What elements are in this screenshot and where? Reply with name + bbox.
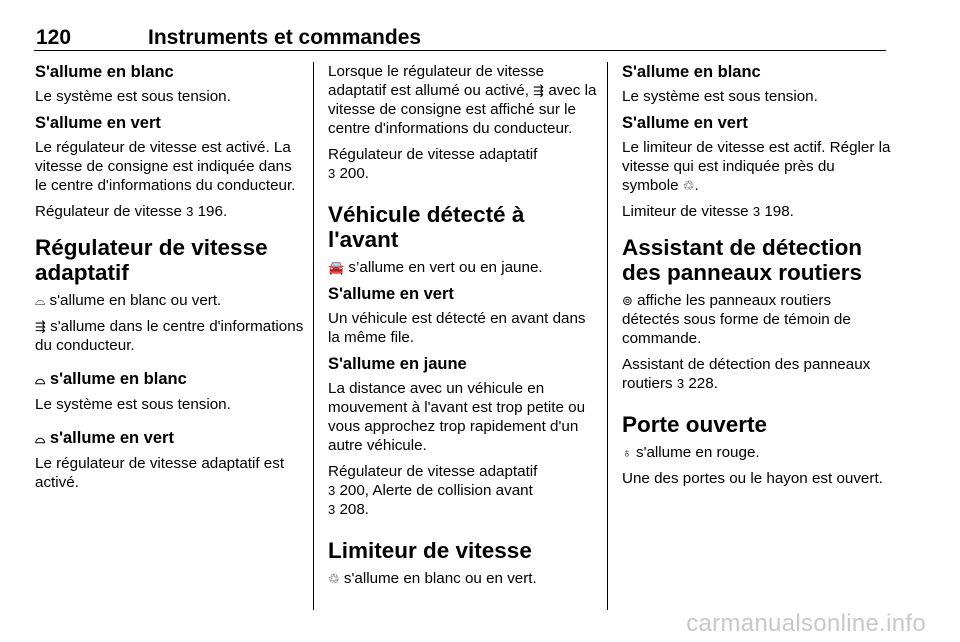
cruise-control-icon: ⌓ — [35, 372, 46, 387]
reference-arrow-icon: 3 — [186, 204, 194, 219]
section-heading-door: Porte ouverte — [622, 412, 768, 437]
reference-arrow-icon: 3 — [328, 502, 336, 517]
watermark: carmanualsonline.info — [686, 610, 926, 637]
reference-arrow-icon: 3 — [328, 166, 336, 181]
cross-reference: Assistant de détection des panneaux routiers 3 228. — [622, 356, 871, 392]
heading-white: S'allume en blanc — [35, 63, 174, 81]
section-heading-limiter: Limiteur de vitesse — [328, 538, 532, 563]
paragraph: 🚘 s’allume en vert ou en jaune. — [328, 259, 543, 276]
column-divider — [607, 62, 608, 610]
column-2 — [328, 62, 598, 595]
cross-reference: Limiteur de vitesse 3 198. — [622, 203, 794, 220]
paragraph: Le limiteur de vitesse est actif. Régler la vitesse qui est indiquée près du symbole ♲. — [622, 139, 891, 194]
paragraph: Le régulateur de vitesse est activé. La vitesse de consigne est indiquée dans le centre d'informations du conducteur. — [35, 139, 296, 194]
acc-indicator-icon: ⇶ — [35, 319, 46, 334]
column-3 — [622, 62, 892, 495]
speed-limiter-icon: ♲ — [328, 571, 340, 586]
section-heading-acc: Régulateur de vitesse adaptatif — [35, 235, 268, 285]
section-heading-vehicle: Véhicule détecté à l'avant — [328, 202, 525, 252]
page-title: Instruments et commandes — [148, 26, 422, 49]
cruise-control-icon: ⌓ — [35, 293, 46, 308]
cruise-control-icon: ⌓ — [35, 431, 46, 446]
paragraph: ⌓ s'allume en blanc ou vert. — [35, 292, 222, 309]
paragraph: ♁ s'allume en rouge. — [622, 444, 760, 461]
cross-reference: Régulateur de vitesse adaptatif 3 200. — [328, 146, 538, 182]
acc-indicator-icon: ⇶ — [533, 83, 545, 98]
page-header — [34, 26, 886, 51]
reference-arrow-icon: 3 — [328, 483, 336, 498]
speed-limiter-icon: ♲ — [682, 178, 695, 193]
heading-acc-green: ⌓ s'allume en vert — [35, 429, 174, 447]
heading-green: S'allume en vert — [622, 114, 748, 132]
heading-yellow: S'allume en jaune — [328, 355, 467, 373]
reference-arrow-icon: 3 — [752, 204, 761, 219]
paragraph: ⇶ s'allume dans le centre d'informations du conducteur. — [35, 318, 304, 354]
vehicle-ahead-icon: 🚘 — [328, 260, 345, 275]
heading-green: S'allume en vert — [328, 285, 454, 303]
traffic-sign-icon: ⊚ — [622, 293, 633, 308]
paragraph: ⊚ affiche les panneaux routiers détectés sous forme de témoin de commande. — [622, 292, 851, 347]
reference-arrow-icon: 3 — [676, 376, 685, 391]
door-open-icon: ♁ — [622, 445, 632, 460]
paragraph: Un véhicule est détecté en avant dans la même file. — [328, 310, 586, 346]
heading-white: S'allume en blanc — [622, 63, 761, 81]
paragraph: Le système est sous tension. — [35, 88, 231, 105]
paragraph: Le système est sous tension. — [622, 88, 818, 105]
paragraph: ♲ s'allume en blanc ou en vert. — [328, 570, 537, 587]
heading-acc-white: ⌓ s'allume en blanc — [35, 370, 187, 388]
paragraph: La distance avec un véhicule en mouvement à l'avant est trop petite ou vous approchez trop rapidement d'un autre véhicule. — [328, 380, 586, 454]
paragraph: Le système est sous tension. — [35, 396, 231, 413]
section-heading-sign: Assistant de détection des panneaux routiers — [622, 235, 863, 285]
paragraph: Une des portes ou le hayon est ouvert. — [622, 470, 883, 487]
column-divider — [313, 62, 314, 610]
page-number: 120 — [36, 26, 72, 49]
heading-green: S'allume en vert — [35, 114, 161, 132]
cross-reference: Régulateur de vitesse adaptatif 3 200, Alerte de collision avant 3 208. — [328, 463, 538, 518]
paragraph: Le régulateur de vitesse adaptatif est activé. — [35, 455, 285, 491]
column-1 — [35, 62, 305, 499]
paragraph: Lorsque le régulateur de vitesse adaptatif est allumé ou activé, ⇶ avec la vitesse de consigne est affiché sur le centre d'informations du conducteur. — [328, 63, 597, 137]
cross-reference: Régulateur de vitesse 3 196. — [35, 203, 228, 220]
